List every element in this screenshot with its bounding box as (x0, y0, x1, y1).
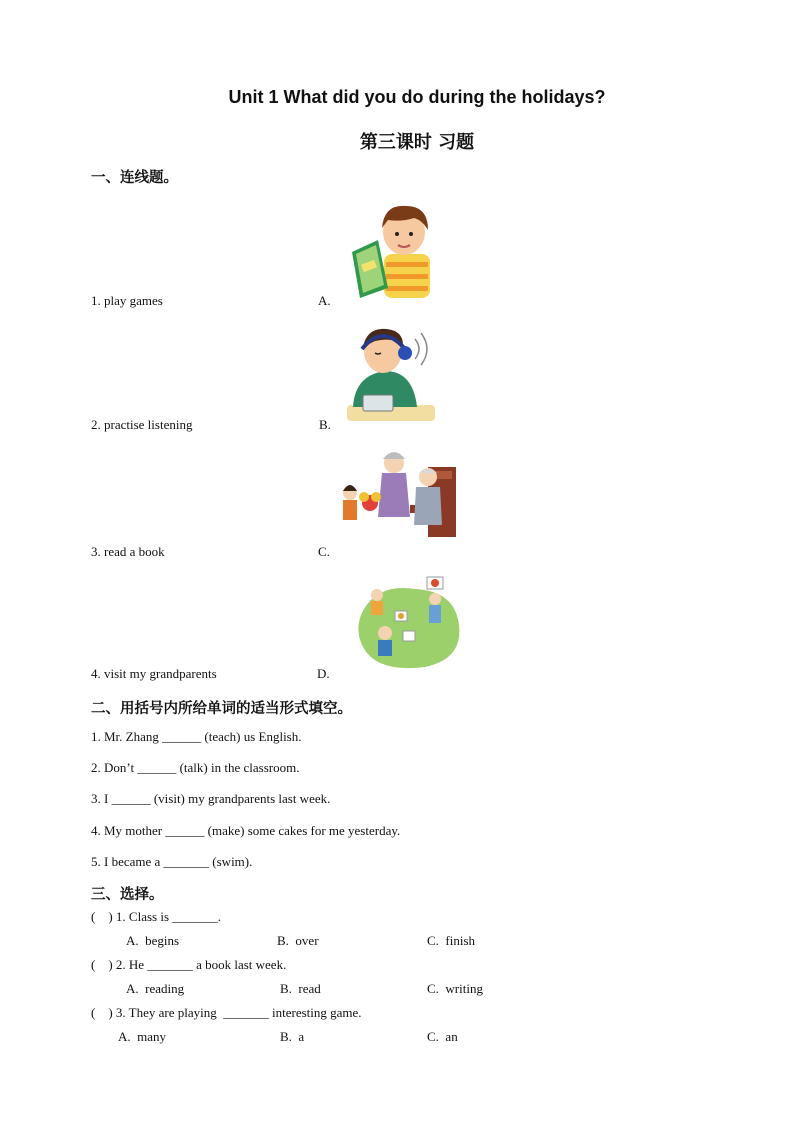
section1-heading: 一、连线题。 (91, 170, 178, 186)
choice-1-option-a: A. begins (126, 933, 180, 948)
fill-item-1: 1. Mr. Zhang ______ (teach) us English. (91, 729, 302, 744)
choice-2-option-c: C. writing (427, 981, 483, 996)
choice-question-2: ( ) 2. He _______ a book last week. (91, 957, 287, 972)
page-subtitle: 第三课时 习题 (359, 132, 475, 153)
match-phrase-4: 4. visit my grandparents (91, 666, 217, 681)
choice-1-option-c: C. finish (427, 933, 476, 948)
fill-item-2: 2. Don’t ______ (talk) in the classroom. (91, 760, 300, 775)
fill-item-3: 3. I ______ (visit) my grandparents last week. (91, 791, 331, 806)
match-letter-c: C. (318, 544, 330, 559)
fill-item-4: 4. My mother ______ (make) some cakes for me yesterday. (91, 823, 401, 838)
choice-3-option-c: C. an (427, 1029, 458, 1044)
page-title: Unit 1 What did you do during the holidays? (228, 87, 606, 107)
boy-with-headphones-illustration (345, 325, 437, 423)
match-letter-b: B. (319, 417, 331, 432)
choice-3-option-b: B. a (280, 1029, 305, 1044)
choice-question-3: ( ) 3. They are playing _______ interesting game. (91, 1005, 362, 1020)
section3-heading: 三、选择。 (91, 887, 164, 903)
match-letter-d: D. (317, 666, 330, 681)
choice-2-option-a: A. reading (126, 981, 185, 996)
match-phrase-2: 2. practise listening (91, 417, 193, 432)
choice-1-option-b: B. over (277, 933, 319, 948)
fill-item-5: 5. I became a _______ (swim). (91, 854, 253, 869)
section2-heading: 二、用括号内所给单词的适当形式填空。 (91, 701, 352, 717)
choice-question-1: ( ) 1. Class is _______. (91, 909, 221, 924)
child-visiting-grandparents-illustration (336, 443, 464, 539)
choice-2-option-b: B. read (280, 981, 321, 996)
match-letter-a: A. (318, 293, 331, 308)
boy-reading-book-illustration (348, 200, 434, 300)
children-playing-games-illustration (355, 575, 465, 673)
match-phrase-3: 3. read a book (91, 544, 165, 559)
match-phrase-1: 1. play games (91, 293, 163, 308)
choice-3-option-a: A. many (118, 1029, 167, 1044)
